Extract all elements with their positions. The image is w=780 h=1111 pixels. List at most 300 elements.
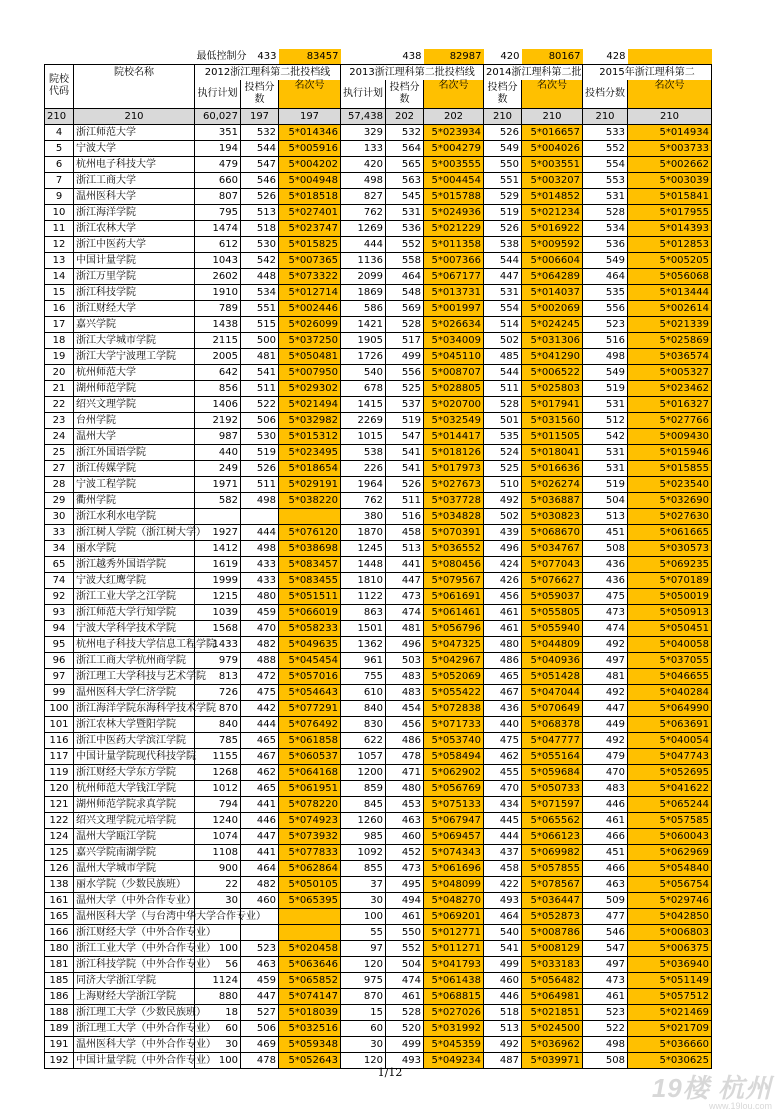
score-2012: 441 (241, 796, 279, 812)
rank-2012: 5*050481 (279, 348, 341, 364)
table-row (45, 908, 712, 924)
table-row (45, 828, 712, 844)
rank-2013: 5*036552 (424, 540, 484, 556)
college-code: 124 (45, 828, 74, 844)
plan-2013: 30 (341, 892, 386, 908)
college-name: 浙江农林大学暨阳学院 (74, 716, 195, 732)
rank-2014: 5*009592 (522, 236, 583, 252)
rank-2012: 5*002446 (279, 300, 341, 316)
rank-2015: 5*021709 (628, 1020, 712, 1036)
rank-2012: 5*004202 (279, 156, 341, 172)
score-2013: 541 (386, 444, 424, 460)
rank-2013: 5*020700 (424, 396, 484, 412)
plan-2013: 1092 (341, 844, 386, 860)
plan-2013: 420 (341, 156, 386, 172)
plan-2012: 60 (195, 1020, 241, 1036)
score-2012: 447 (241, 828, 279, 844)
plan-2012: 794 (195, 796, 241, 812)
college-code: 96 (45, 652, 74, 668)
rank-2015: 5*070189 (628, 572, 712, 588)
header-2014: 2014浙江理科第二批 (484, 65, 583, 81)
college-name: 浙江中医药大学 (74, 236, 195, 252)
score-2012: 480 (241, 588, 279, 604)
rank-2014: 5*056482 (522, 972, 583, 988)
stat-cell: 210 (583, 108, 628, 124)
college-code: 12 (45, 236, 74, 252)
score-2013: 536 (386, 220, 424, 236)
rank-2014: 5*003551 (522, 156, 583, 172)
rank-2015: 5*002614 (628, 300, 712, 316)
table-row (45, 716, 712, 732)
rank-2015: 5*014934 (628, 124, 712, 140)
rank-2013: 5*048270 (424, 892, 484, 908)
college-name: 浙江工商大学 (74, 172, 195, 188)
score-2014: 540 (484, 924, 522, 940)
score-2014: 470 (484, 780, 522, 796)
score-2013: 473 (386, 588, 424, 604)
rank-2014: 5*065562 (522, 812, 583, 828)
score-2014: 461 (484, 604, 522, 620)
college-code: 92 (45, 588, 74, 604)
score-2012: 532 (241, 124, 279, 140)
college-name: 丽水学院（少数民族班） (74, 876, 195, 892)
score-2012 (241, 508, 279, 524)
table-row (45, 652, 712, 668)
rank-2012: 5*032982 (279, 412, 341, 428)
score-2014: 456 (484, 588, 522, 604)
score-2014: 538 (484, 236, 522, 252)
score-2012: 463 (241, 956, 279, 972)
rank-2014: 5*047044 (522, 684, 583, 700)
score-2013: 504 (386, 956, 424, 972)
table-row (45, 668, 712, 684)
rank-2015: 5*061665 (628, 524, 712, 540)
rank-2013: 5*026634 (424, 316, 484, 332)
score-2012: 444 (241, 716, 279, 732)
plan-2013: 1269 (341, 220, 386, 236)
score-2014: 528 (484, 396, 522, 412)
rank-2013: 5*061438 (424, 972, 484, 988)
stat-cell: 57,438 (341, 108, 386, 124)
rank-2015: 5*015841 (628, 188, 712, 204)
score-2013: 463 (386, 812, 424, 828)
plan-2013: 961 (341, 652, 386, 668)
score-2013: 452 (386, 844, 424, 860)
score-2013: 461 (386, 988, 424, 1004)
rank-2013: 5*062902 (424, 764, 484, 780)
college-code: 185 (45, 972, 74, 988)
score-2014: 426 (484, 572, 522, 588)
rank-2015: 5*014393 (628, 220, 712, 236)
rank-2015: 5*064990 (628, 700, 712, 716)
score-2015: 475 (583, 588, 628, 604)
college-name: 浙江海洋学院东海科学技术学院 (74, 700, 195, 716)
college-name: 浙江树人学院（浙江树大学） (74, 524, 195, 540)
rank-2015: 5*052695 (628, 764, 712, 780)
plan-2012: 1039 (195, 604, 241, 620)
rank-2012: 5*074147 (279, 988, 341, 1004)
score-2015: 498 (583, 348, 628, 364)
rank-2015: 5*042850 (628, 908, 712, 924)
score-2015: 554 (583, 156, 628, 172)
plan-2013: 755 (341, 668, 386, 684)
score-2013: 503 (386, 652, 424, 668)
college-name: 浙江水利水电学院 (74, 508, 195, 524)
table-row (45, 364, 712, 380)
table-row (45, 892, 712, 908)
score-2014: 485 (484, 348, 522, 364)
rank-2015: 5*032690 (628, 492, 712, 508)
college-code: 22 (45, 396, 74, 412)
college-name: 宁波工程学院 (74, 476, 195, 492)
score-2014: 437 (484, 844, 522, 860)
rank-2014: 5*059037 (522, 588, 583, 604)
rank-2013: 5*013731 (424, 284, 484, 300)
plan-2012: 979 (195, 652, 241, 668)
college-name: 温州医科大学（中外合作专业） (74, 1036, 195, 1052)
plan-2012: 582 (195, 492, 241, 508)
table-row (45, 428, 712, 444)
college-code: 19 (45, 348, 74, 364)
college-code: 25 (45, 444, 74, 460)
rank-2014: 5*006522 (522, 364, 583, 380)
score-2014: 551 (484, 172, 522, 188)
score-2013: 531 (386, 204, 424, 220)
table-row (45, 684, 712, 700)
score-2013: 447 (386, 572, 424, 588)
plan-2013: 1870 (341, 524, 386, 540)
table-row (45, 956, 712, 972)
plan-2013: 120 (341, 1052, 386, 1068)
table-row (45, 732, 712, 748)
score-2013: 486 (386, 732, 424, 748)
score-2015: 547 (583, 940, 628, 956)
rank-2013: 5*053740 (424, 732, 484, 748)
score-2015: 549 (583, 364, 628, 380)
table-row (45, 764, 712, 780)
rank-2013: 5*056769 (424, 780, 484, 796)
score-2013: 499 (386, 1036, 424, 1052)
rank-2012: 5*020458 (279, 940, 341, 956)
rank-2015: 5*057585 (628, 812, 712, 828)
rank-2012: 5*018654 (279, 460, 341, 476)
table-row (45, 156, 712, 172)
rank-2014: 5*017941 (522, 396, 583, 412)
rank-2015: 5*017955 (628, 204, 712, 220)
college-code: 27 (45, 460, 74, 476)
score-2014: 519 (484, 204, 522, 220)
plan-2012: 30 (195, 892, 241, 908)
score-2012: 511 (241, 476, 279, 492)
plan-2012: 856 (195, 380, 241, 396)
score-2015: 522 (583, 1020, 628, 1036)
rank-2013: 5*055422 (424, 684, 484, 700)
score-2013: 556 (386, 364, 424, 380)
score-2014: 513 (484, 1020, 522, 1036)
plan-2013: 985 (341, 828, 386, 844)
score-2015: 470 (583, 764, 628, 780)
college-name: 浙江中医药大学滨江学院 (74, 732, 195, 748)
plan-2012: 785 (195, 732, 241, 748)
rank-2013: 5*001997 (424, 300, 484, 316)
table-row (45, 396, 712, 412)
college-name: 浙江理工大学（中外合作专业） (74, 1020, 195, 1036)
table-row (45, 604, 712, 620)
score-2014: 458 (484, 860, 522, 876)
table-row (45, 316, 712, 332)
rank-2015: 5*040054 (628, 732, 712, 748)
table-row (45, 236, 712, 252)
rank-2012: 5*058233 (279, 620, 341, 636)
college-name: 浙江大学城市学院 (74, 332, 195, 348)
plan-2013: 1501 (341, 620, 386, 636)
score-2012: 513 (241, 204, 279, 220)
score-2013: 471 (386, 764, 424, 780)
plan-2012: 100 (195, 940, 241, 956)
score-2015: 512 (583, 412, 628, 428)
header-score-2015: 投档分数 (583, 80, 628, 108)
min-score-2014: 420 (500, 51, 520, 62)
college-code: 189 (45, 1020, 74, 1036)
plan-2013: 1245 (341, 540, 386, 556)
rank-2012: 5*004948 (279, 172, 341, 188)
rank-2015: 5*030573 (628, 540, 712, 556)
rank-2012: 5*061858 (279, 732, 341, 748)
rank-2013: 5*061696 (424, 860, 484, 876)
college-code: 181 (45, 956, 74, 972)
score-2014: 510 (484, 476, 522, 492)
score-2014: 422 (484, 876, 522, 892)
table-row (45, 332, 712, 348)
table-row (45, 860, 712, 876)
score-2012: 447 (241, 988, 279, 1004)
rank-2013: 5*015788 (424, 188, 484, 204)
score-2012: 542 (241, 252, 279, 268)
college-name: 浙江师范大学 (74, 124, 195, 140)
rank-2013: 5*079567 (424, 572, 484, 588)
rank-2012: 5*051511 (279, 588, 341, 604)
table-row (45, 812, 712, 828)
rank-2015: 5*029746 (628, 892, 712, 908)
rank-2014: 5*068670 (522, 524, 583, 540)
stat-cell: 202 (424, 108, 484, 124)
college-name: 杭州电子科技大学信息工程学院 (74, 636, 195, 652)
score-2012: 460 (241, 892, 279, 908)
score-2015: 546 (583, 924, 628, 940)
score-2014: 467 (484, 684, 522, 700)
score-2012: 541 (241, 364, 279, 380)
college-name: 中国计量学院现代科技学院 (74, 748, 195, 764)
plan-2012: 249 (195, 460, 241, 476)
rank-2012: 5*014346 (279, 124, 341, 140)
min-rank-2014: 80167 (522, 49, 583, 65)
plan-2013: 1057 (341, 748, 386, 764)
college-name: 浙江大学宁波理工学院 (74, 348, 195, 364)
college-code: 23 (45, 412, 74, 428)
score-2014: 434 (484, 796, 522, 812)
plan-2012: 807 (195, 188, 241, 204)
table-row (45, 204, 712, 220)
college-name: 温州医科大学仁济学院 (74, 684, 195, 700)
rank-2015: 5*050451 (628, 620, 712, 636)
score-2012: 467 (241, 748, 279, 764)
rank-2015: 5*063691 (628, 716, 712, 732)
score-2014: 492 (484, 1036, 522, 1052)
score-2015: 497 (583, 652, 628, 668)
score-2014: 480 (484, 636, 522, 652)
plan-2012: 2115 (195, 332, 241, 348)
score-2013: 552 (386, 940, 424, 956)
rank-2013: 5*008707 (424, 364, 484, 380)
rank-2014: 5*077043 (522, 556, 583, 572)
table-row (45, 748, 712, 764)
score-2014: 526 (484, 124, 522, 140)
score-2014: 446 (484, 988, 522, 1004)
college-name: 杭州电子科技大学 (74, 156, 195, 172)
table-row (45, 1004, 712, 1020)
score-2012: 500 (241, 332, 279, 348)
rank-2013: 5*007366 (424, 252, 484, 268)
college-code: 65 (45, 556, 74, 572)
rank-2012: 5*045454 (279, 652, 341, 668)
watermark-logo-text: 19楼 杭州 (651, 1073, 772, 1103)
plan-2012: 1438 (195, 316, 241, 332)
rank-2014: 5*064289 (522, 268, 583, 284)
rank-2015: 5*046655 (628, 668, 712, 684)
rank-2013: 5*067947 (424, 812, 484, 828)
score-2013: 474 (386, 604, 424, 620)
rank-2015: 5*006375 (628, 940, 712, 956)
college-code: 119 (45, 764, 74, 780)
stat-cell: 210 (522, 108, 583, 124)
plan-2012: 726 (195, 684, 241, 700)
score-2013: 496 (386, 636, 424, 652)
score-2014: 493 (484, 892, 522, 908)
header-2013: 2013浙江理科第二批投档线 (341, 65, 484, 81)
college-code: 24 (45, 428, 74, 444)
table-row (45, 124, 712, 140)
rank-2015: 5*060043 (628, 828, 712, 844)
score-2013: 511 (386, 492, 424, 508)
table-row (45, 476, 712, 492)
rank-2013: 5*041793 (424, 956, 484, 972)
score-2012: 530 (241, 236, 279, 252)
score-2012: 464 (241, 860, 279, 876)
college-code: 28 (45, 476, 74, 492)
rank-2015: 5*062969 (628, 844, 712, 860)
plan-2012: 1074 (195, 828, 241, 844)
rank-2013: 5*018126 (424, 444, 484, 460)
score-2015: 534 (583, 220, 628, 236)
header-name: 院校名称 (74, 65, 195, 109)
score-2013: 517 (386, 332, 424, 348)
rank-2014: 5*031306 (522, 332, 583, 348)
rank-2013: 5*049234 (424, 1052, 484, 1068)
rank-2012: 5*065852 (279, 972, 341, 988)
score-2013: 526 (386, 476, 424, 492)
min-control-label: 最低控制分 (196, 51, 247, 62)
table-row (45, 188, 712, 204)
rank-2012: 5*074923 (279, 812, 341, 828)
rank-2013: 5*069457 (424, 828, 484, 844)
score-2014: 531 (484, 284, 522, 300)
college-code: 95 (45, 636, 74, 652)
score-2012: 478 (241, 1052, 279, 1068)
rank-2014: 5*018041 (522, 444, 583, 460)
rank-2012: 5*029302 (279, 380, 341, 396)
rank-2013: 5*037728 (424, 492, 484, 508)
min-rank-2012: 83457 (279, 49, 341, 65)
college-name: 宁波大学科学技术学院 (74, 620, 195, 636)
rank-2014: 5*021234 (522, 204, 583, 220)
rank-2013: 5*011358 (424, 236, 484, 252)
score-2014: 550 (484, 156, 522, 172)
college-code: 13 (45, 252, 74, 268)
score-2013: 441 (386, 556, 424, 572)
plan-2013: 586 (341, 300, 386, 316)
table-row (45, 796, 712, 812)
rank-2015: 5*040058 (628, 636, 712, 652)
plan-2012: 30 (195, 1036, 241, 1052)
plan-2013: 55 (341, 924, 386, 940)
header-code: 院校代码 (45, 65, 74, 109)
college-name: 浙江财经大学 (74, 300, 195, 316)
rank-2015: 5*023540 (628, 476, 712, 492)
college-code: 101 (45, 716, 74, 732)
stat-cell: 210 (628, 108, 712, 124)
rank-2012: 5*050105 (279, 876, 341, 892)
rank-2013: 5*027673 (424, 476, 484, 492)
score-2015: 509 (583, 892, 628, 908)
plan-2012: 2192 (195, 412, 241, 428)
rank-2014: 5*036962 (522, 1036, 583, 1052)
rank-2014: 5*016636 (522, 460, 583, 476)
plan-2012: 22 (195, 876, 241, 892)
header-plan-2012: 执行计划 (195, 80, 241, 108)
college-name: 中国计量学院（中外合作专业） (74, 1052, 195, 1068)
plan-2013: 540 (341, 364, 386, 380)
score-2014: 465 (484, 668, 522, 684)
rank-2012: 5*007950 (279, 364, 341, 380)
score-2014: 511 (484, 380, 522, 396)
plan-2013: 133 (341, 140, 386, 156)
college-code: 93 (45, 604, 74, 620)
college-name: 嘉兴学院南湖学院 (74, 844, 195, 860)
table-row (45, 588, 712, 604)
rank-2015: 5*036940 (628, 956, 712, 972)
rank-2012: 5*076492 (279, 716, 341, 732)
college-name: 丽水学院 (74, 540, 195, 556)
college-name: 台州学院 (74, 412, 195, 428)
rank-2014: 5*011505 (522, 428, 583, 444)
score-2013: 537 (386, 396, 424, 412)
watermark-url: www.19lou.com (708, 1101, 772, 1111)
plan-2013: 1200 (341, 764, 386, 780)
rank-2012: 5*023495 (279, 444, 341, 460)
score-2015: 535 (583, 284, 628, 300)
rank-2013: 5*067177 (424, 268, 484, 284)
score-2013: 460 (386, 828, 424, 844)
score-2014: 424 (484, 556, 522, 572)
rank-2015: 5*015946 (628, 444, 712, 460)
plan-2013: 975 (341, 972, 386, 988)
rank-2015: 5*041622 (628, 780, 712, 796)
score-2013: 520 (386, 1020, 424, 1036)
rank-2015: 5*025869 (628, 332, 712, 348)
plan-2013: 1421 (341, 316, 386, 332)
college-code: 166 (45, 924, 74, 940)
plan-2012: 840 (195, 716, 241, 732)
